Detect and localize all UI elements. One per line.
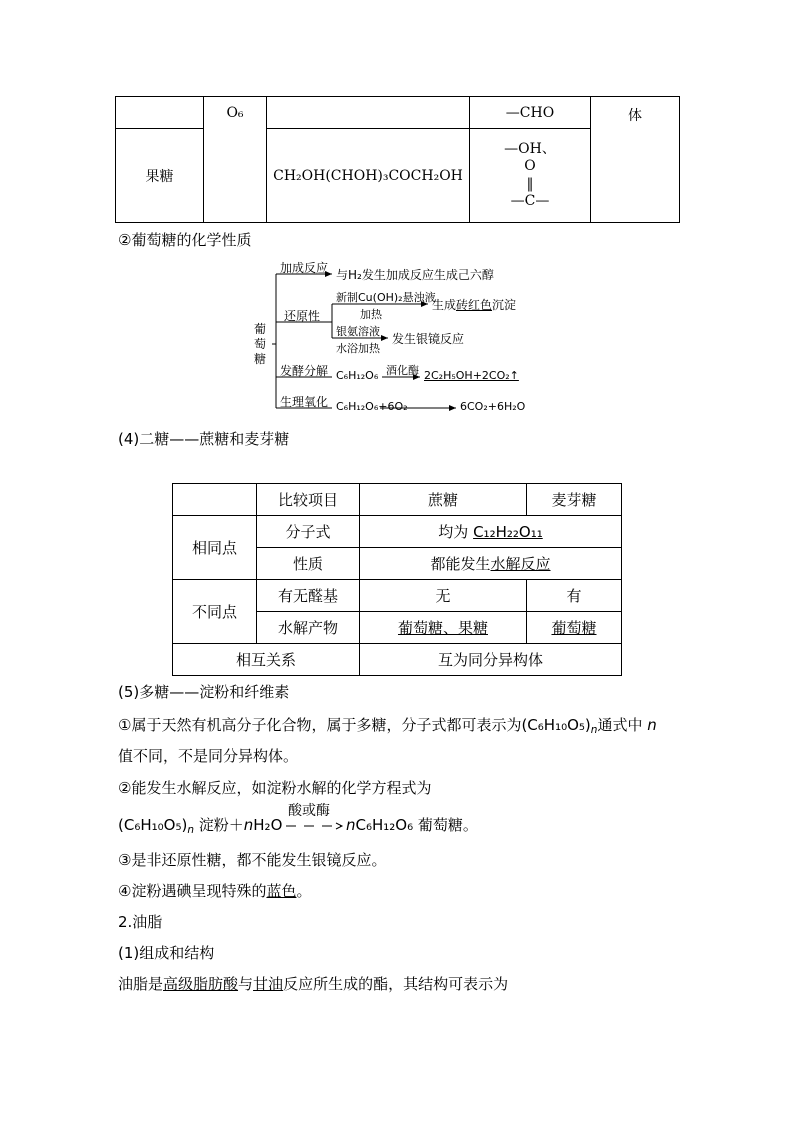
table1-cell (116, 97, 204, 129)
diagram-formula: C₆H₁₂O₆+6O₂ (336, 400, 408, 413)
carbonyl-o: O (524, 158, 536, 174)
table2-value (360, 612, 527, 644)
underlined-answer: C₁₂H₂₂O₁₁ (473, 523, 543, 541)
underlined-answer: 砖红色 (456, 298, 493, 312)
equation-condition: 酸或酶 (288, 803, 330, 819)
underlined-answer: 高级脂肪酸 (163, 975, 239, 993)
diagram-branch-label: 加成反应 (280, 261, 329, 275)
underlined-answer: 水解反应 (490, 555, 551, 573)
diagram-formula: C₆H₁₂O₆ (336, 369, 379, 382)
underlined-answer: 葡萄糖 (551, 619, 597, 637)
equation-left: $(C_6H_{10}O_5)_n$ 淀粉＋nH₂O (118, 816, 283, 837)
glucose-diagram (252, 256, 552, 416)
diagram-result: 发生银镜反应 (392, 332, 465, 346)
paragraph: ②能发生水解反应，如淀粉水解的化学方程式为 (118, 779, 432, 797)
table2-label: 分子式 (257, 516, 360, 548)
diagram-condition: 加热 (360, 308, 382, 321)
diagram-formula: 2C₂H₅OH+2CO₂↑ (424, 369, 519, 382)
equation-right: nC₆H₁₂O₆ 葡萄糖。 (346, 816, 478, 834)
diagram-formula: 6CO₂+6H₂O (460, 400, 526, 413)
table2-value: 都能发生水解反应 (360, 548, 622, 580)
section-heading: (1)组成和结构 (118, 944, 215, 962)
table2-cell (173, 484, 257, 516)
diagram-result: 生成砖红色沉淀 (432, 298, 517, 312)
carbonyl-c: —C— (510, 193, 550, 209)
underlined-answer: 甘油 (253, 975, 284, 993)
paragraph: 油脂是高级脂肪酸与甘油反应所生成的酯，其结构可表示为 (118, 975, 509, 993)
table1-cell: 体 (591, 97, 680, 223)
diagram-branch-label: 生理氧化 (280, 395, 329, 409)
diagram-result: 与H₂发生加成反应生成己六醇 (336, 268, 494, 282)
paragraph: 值不同，不是同分异构体。 (118, 747, 299, 765)
table2-value: 均为 C₁₂H₂₂O₁₁ (360, 516, 622, 548)
table1-cell: O₆ (204, 97, 267, 223)
table2-label: 相互关系 (173, 644, 360, 676)
table2-value (527, 612, 622, 644)
table2-value: 无 (360, 580, 527, 612)
table2-value: 有 (527, 580, 622, 612)
paragraph: ①属于天然有机高分子化合物，属于多糖，分子式都可表示为$(C_6H_{10}O_5)_n$通式中 n (118, 716, 657, 737)
table2-header: 蔗糖 (360, 484, 527, 516)
functional-group-cell (470, 129, 591, 223)
section-heading: (5)多糖——淀粉和纤维素 (118, 683, 290, 701)
carbohydrate-table (115, 96, 680, 223)
paragraph: ④淀粉遇碘呈现特殊的蓝色。 (118, 882, 312, 900)
table2-group: 相同点 (173, 516, 257, 580)
section-heading: (4)二糖——蔗糖和麦芽糖 (118, 430, 290, 448)
table2-header: 比较项目 (257, 484, 360, 516)
equation-arrow (286, 820, 344, 832)
disaccharide-table (172, 483, 622, 676)
table2-header: 麦芽糖 (527, 484, 622, 516)
diagram-center: 葡萄糖 (254, 322, 267, 366)
table2-group: 不同点 (173, 580, 257, 644)
table1-cell: 果糖 (116, 129, 204, 223)
hydrolysis-equation (118, 803, 518, 846)
diagram-condition: 银氨溶液 (336, 325, 380, 338)
underlined-answer: 蓝色 (266, 882, 297, 900)
underlined-answer: 葡萄糖、果糖 (397, 619, 488, 637)
table2-label: 有无醛基 (257, 580, 360, 612)
fructose-formula: CH₂OH(CHOH)₃COCH₂OH (267, 129, 470, 223)
carbonyl-bond: ‖ (526, 175, 534, 192)
diagram-condition: 水浴加热 (336, 342, 380, 355)
paragraph: ③是非还原性糖，都不能发生银镜反应。 (118, 851, 387, 869)
table2-label: 性质 (257, 548, 360, 580)
hydroxyl-text: —OH、 (504, 140, 556, 157)
table2-label: 水解产物 (257, 612, 360, 644)
diagram-condition: 新制Cu(OH)₂悬浊液 (336, 291, 436, 304)
section-heading: ②葡萄糖的化学性质 (118, 231, 252, 249)
diagram-condition: 酒化酶 (386, 364, 419, 377)
table1-cell: —CHO (470, 97, 591, 129)
diagram-branch-label: 发酵分解 (280, 364, 329, 378)
section-heading: 2.油脂 (118, 913, 163, 931)
table1-cell (267, 97, 470, 129)
table2-value: 互为同分异构体 (360, 644, 622, 676)
diagram-branch-label: 还原性 (284, 309, 321, 323)
